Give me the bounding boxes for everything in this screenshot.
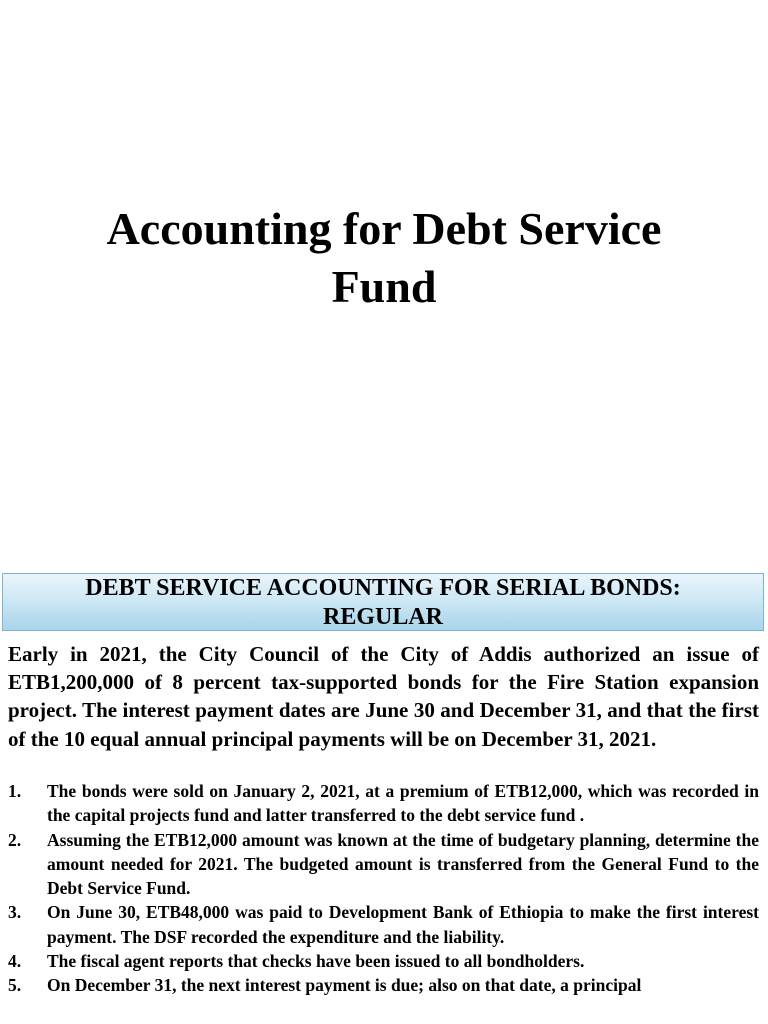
- step-text: The fiscal agent reports that checks have been issued to all bondholders.: [47, 951, 585, 972]
- list-item: [8, 949, 759, 973]
- list-item: [8, 900, 759, 949]
- list-item: [8, 973, 759, 997]
- list-item: [8, 779, 759, 828]
- banner-line-2: REGULAR: [322, 604, 443, 630]
- list-item: [8, 828, 759, 901]
- slide-title-line-2: Fund: [331, 261, 437, 312]
- step-number: 4.: [8, 951, 22, 972]
- intro-paragraph: Early in 2021, the City Council of the City of Addis authorized an issue of ETB1,200,000 of 8 percent tax-supported bonds for the Fire Station expansion project. The interest payment dates are June 30 and December 31, and that the first of the 10 equal annual principal payments will be on December 31, 2021.: [8, 642, 759, 751]
- step-text: Assuming the ETB12,000 amount was known at the time of budgetary planning, determine the amount needed for 2021. The budgeted amount is transferred from the General Fund to the Debt Service Fund.: [47, 829, 759, 899]
- slide-title-line-1: Accounting for Debt Service: [106, 203, 662, 254]
- step-number: 5.: [8, 975, 22, 996]
- step-number: 2.: [8, 829, 22, 850]
- slide-title: [0, 200, 768, 316]
- banner-line-1: DEBT SERVICE ACCOUNTING FOR SERIAL BONDS:: [85, 575, 681, 601]
- steps-list: [8, 779, 759, 998]
- step-text: On December 31, the next interest payment is due; also on that date, a principal: [47, 975, 642, 996]
- section-banner: [2, 573, 764, 631]
- step-number: 1.: [8, 781, 22, 801]
- step-text: On June 30, ETB48,000 was paid to Development Bank of Ethiopia to make the first interest payment. The DSF recorded the expenditure and the liability.: [47, 902, 759, 947]
- step-number: 3.: [8, 902, 22, 923]
- step-text: The bonds were sold on January 2, 2021, at a premium of ETB12,000, which was recorded in the capital projects fund and latter transferred to the debt service fund .: [47, 781, 759, 826]
